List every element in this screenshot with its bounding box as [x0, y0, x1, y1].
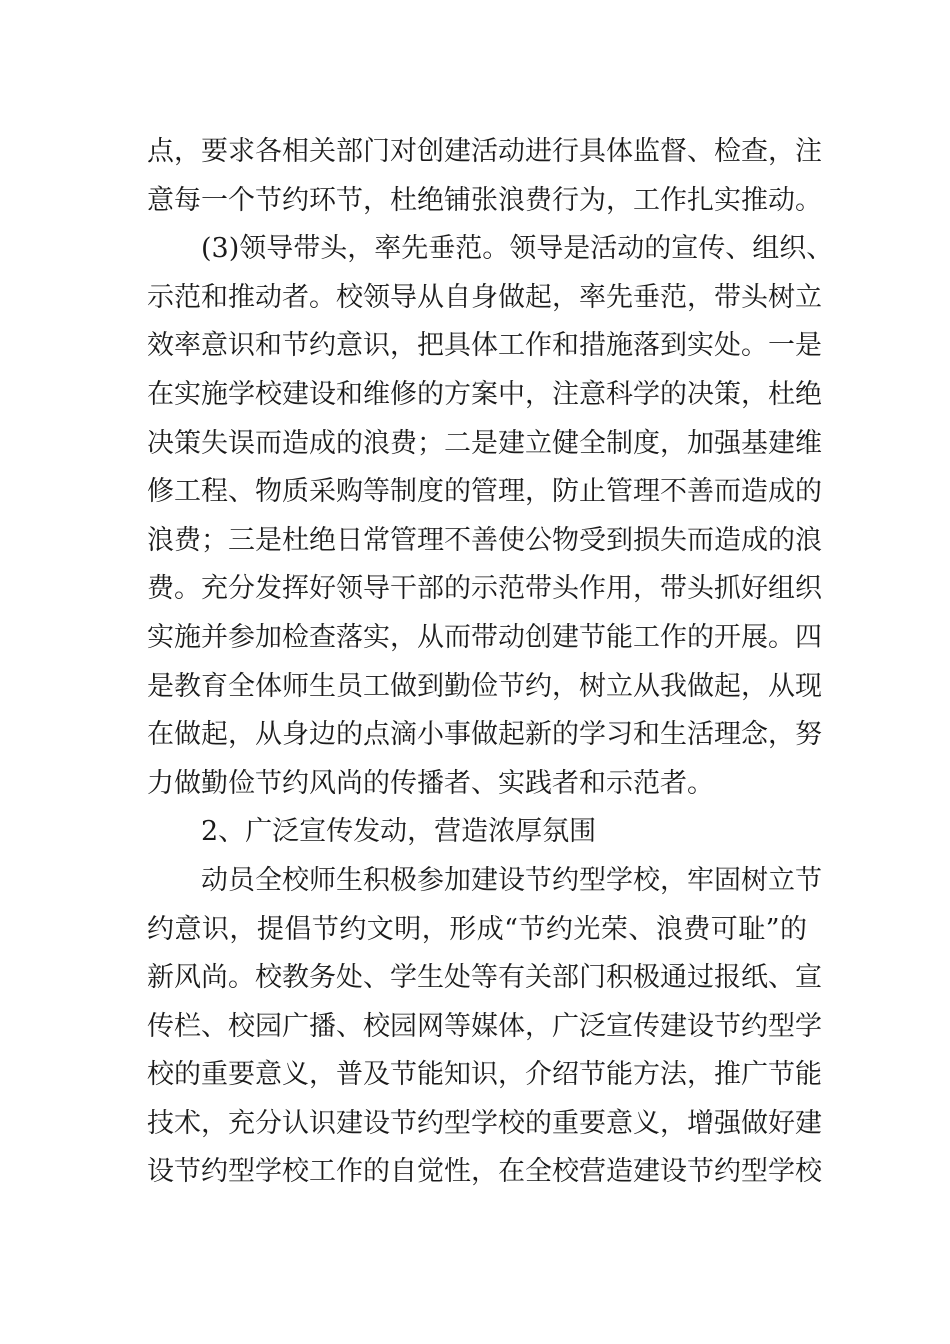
- text-line: 点，要求各相关部门对创建活动进行具体监督、检查，注: [147, 136, 822, 167]
- text-line: 在实施学校建设和维修的方案中，注意科学的决策，杜绝: [147, 378, 822, 410]
- text-line: 约意识，提倡节约文明，形成“节约光荣、浪费可耻”的: [147, 913, 807, 945]
- text-line: 在做起，从身边的点滴小事做起新的学习和生活理念，努: [147, 719, 822, 751]
- text-line: 费。充分发挥好领导干部的示范带头作用，带头抓好组织: [147, 573, 822, 605]
- text-line: 意每一个节约环节，杜绝铺张浪费行为，工作扎实推动。: [147, 184, 822, 216]
- text-line: (3)领导带头，率先垂范。领导是活动的宣传、组织、: [201, 233, 834, 265]
- text-line: 修工程、物质采购等制度的管理，防止管理不善而造成的: [147, 476, 822, 508]
- text-line: 效率意识和节约意识，把具体工作和措施落到实处。一是: [147, 330, 822, 362]
- section-heading: 2、广泛宣传发动，营造浓厚氛围: [201, 816, 597, 848]
- text-line: 传栏、校园广播、校园网等媒体，广泛宣传建设节约型学: [147, 1010, 822, 1042]
- text-line: 技术，充分认识建设节约型学校的重要意义，增强做好建: [147, 1107, 822, 1139]
- text-line: 决策失误而造成的浪费；二是建立健全制度，加强基建维: [147, 427, 822, 459]
- text-line: 是教育全体师生员工做到勤俭节约，树立从我做起，从现: [147, 670, 822, 702]
- body-text: [147, 128, 834, 1197]
- text-line: 浪费；三是杜绝日常管理不善使公物受到损失而造成的浪: [147, 524, 822, 556]
- text-line: 设节约型学校工作的自觉性，在全校营造建设节约型学校: [147, 1156, 822, 1188]
- text-line: 力做勤俭节约风尚的传播者、实践者和示范者。: [147, 767, 714, 799]
- text-line: 示范和推动者。校领导从自身做起，率先垂范，带头树立: [147, 281, 822, 313]
- text-line: 动员全校师生积极参加建设节约型学校，牢固树立节: [201, 864, 822, 896]
- text-line: 实施并参加检查落实，从而带动创建节能工作的开展。四: [147, 621, 822, 653]
- text-line: 新风尚。校教务处、学生处等有关部门积极通过报纸、宣: [147, 962, 822, 994]
- text-line: 校的重要意义，普及节能知识，介绍节能方法，推广节能: [147, 1059, 822, 1091]
